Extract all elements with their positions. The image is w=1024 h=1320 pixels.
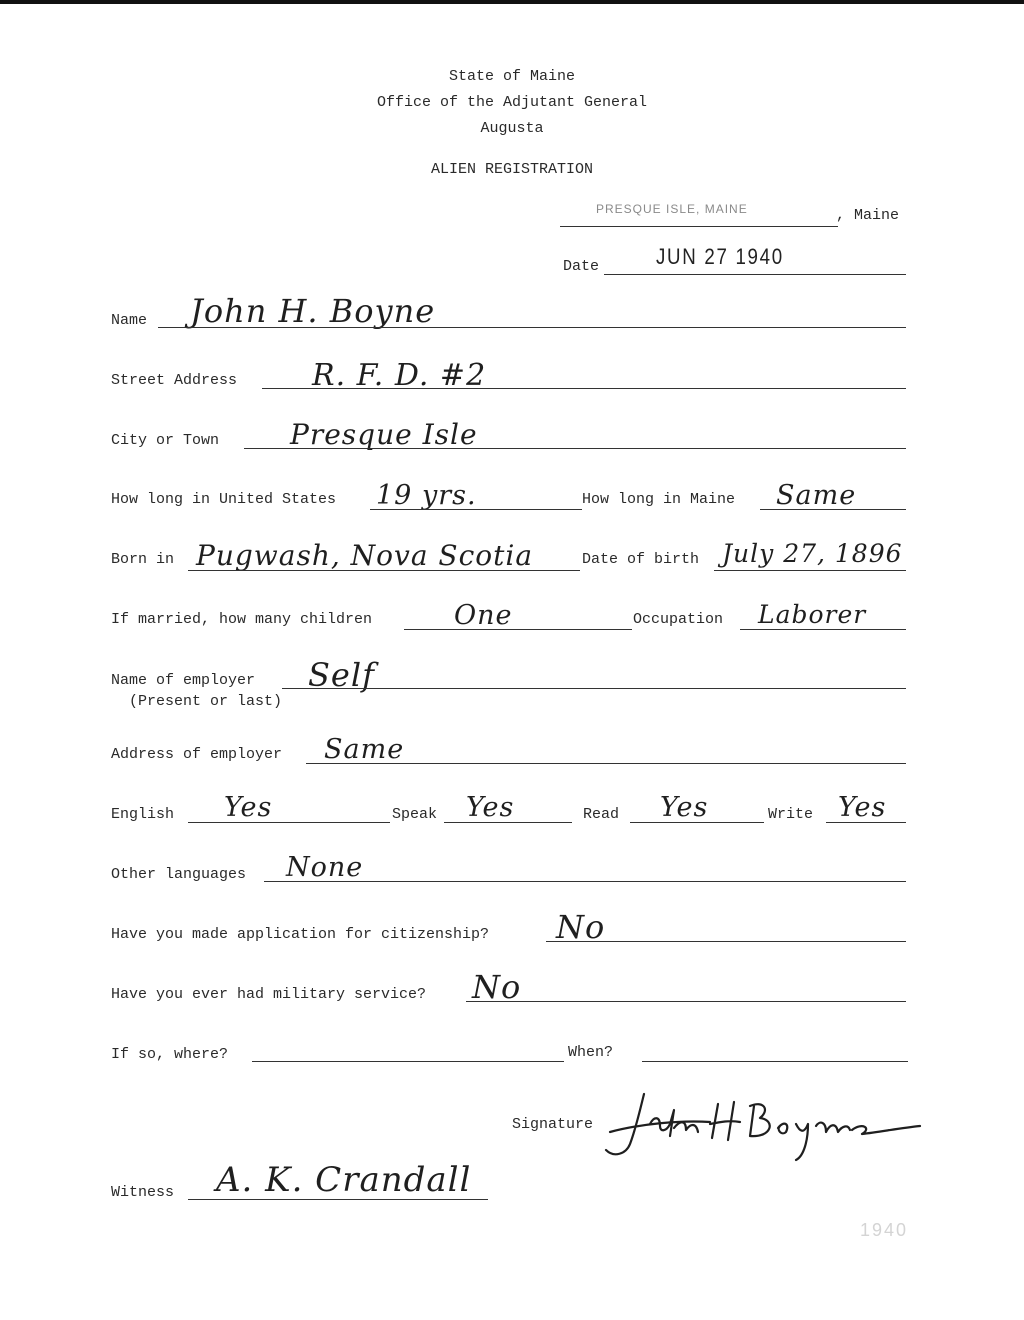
citizenship-label: Have you made application for citizenship?: [111, 926, 490, 943]
english-underline: [188, 822, 390, 823]
citizenship-underline: [546, 941, 906, 942]
write-value: Yes: [838, 792, 887, 823]
speak-underline: [444, 822, 572, 823]
witness-label: Witness: [111, 1184, 175, 1201]
write-label: Write: [768, 806, 814, 823]
other-languages-underline: [264, 881, 906, 882]
english-label: English: [111, 806, 175, 823]
employer-address-underline: [306, 763, 906, 764]
children-label: If married, how many children: [111, 611, 373, 628]
maine-duration-label: How long in Maine: [582, 491, 736, 508]
occupation-value: Laborer: [758, 600, 867, 629]
born-in-value: Pugwash, Nova Scotia: [196, 539, 534, 572]
city-underline: [244, 448, 906, 449]
signature-image: [600, 1080, 930, 1170]
header-city: Augusta: [480, 120, 544, 137]
witness-value: A. K. Crandall: [216, 1160, 472, 1200]
employer-label: Name of employer: [111, 672, 256, 689]
location-suffix: , Maine: [836, 207, 900, 224]
city-label: City or Town: [111, 432, 220, 449]
where-label: If so, where?: [111, 1046, 229, 1063]
us-duration-label: How long in United States: [111, 491, 337, 508]
speak-value: Yes: [466, 792, 515, 823]
citizenship-value: No: [556, 908, 606, 946]
write-underline: [826, 822, 906, 823]
other-languages-label: Other languages: [111, 866, 247, 883]
dob-label: Date of birth: [582, 551, 700, 568]
location-stamp: PRESQUE ISLE, MAINE: [596, 202, 748, 216]
maine-duration-underline: [760, 509, 906, 510]
english-value: Yes: [224, 792, 273, 823]
occupation-underline: [740, 629, 906, 630]
where-underline: [252, 1061, 564, 1062]
read-value: Yes: [660, 792, 709, 823]
street-label: Street Address: [111, 372, 238, 389]
name-value: John H. Boyne: [190, 292, 436, 330]
speak-label: Speak: [392, 806, 438, 823]
street-value: R. F. D. #2: [312, 358, 487, 393]
when-label: When?: [568, 1044, 614, 1061]
other-languages-value: None: [286, 852, 364, 883]
when-underline: [642, 1061, 908, 1062]
born-in-label: Born in: [111, 551, 175, 568]
military-label: Have you ever had military service?: [111, 986, 427, 1003]
children-underline: [404, 629, 632, 630]
children-value: One: [454, 600, 513, 631]
name-label: Name: [111, 312, 148, 329]
us-duration-value: 19 yrs.: [376, 480, 477, 511]
military-value: No: [472, 968, 522, 1006]
signature-underline: [604, 1132, 904, 1133]
header-state: State of Maine: [448, 68, 576, 85]
name-underline: [158, 327, 906, 328]
dob-value: July 27, 1896: [722, 539, 903, 568]
read-underline: [630, 822, 764, 823]
occupation-label: Occupation: [633, 611, 724, 628]
employer-address-label: Address of employer: [111, 746, 283, 763]
signature-label: Signature: [512, 1116, 594, 1133]
dob-underline: [714, 570, 906, 571]
top-border: [0, 0, 1024, 4]
date-stamp: JUN 27 1940: [656, 244, 784, 269]
received-stamp: 1940: [860, 1220, 909, 1240]
employer-value: Self: [308, 656, 375, 694]
born-in-underline: [188, 570, 580, 571]
date-label: Date: [563, 258, 600, 275]
location-underline: [560, 226, 838, 227]
employer-underline: [282, 688, 906, 689]
maine-duration-value: Same: [776, 480, 857, 511]
read-label: Read: [583, 806, 620, 823]
street-underline: [262, 388, 906, 389]
us-duration-underline: [370, 509, 582, 510]
header-office: Office of the Adjutant General: [376, 94, 648, 111]
employer-sublabel: (Present or last): [129, 693, 283, 710]
city-value: Presque Isle: [290, 418, 478, 451]
form-title: ALIEN REGISTRATION: [430, 161, 594, 178]
employer-address-value: Same: [324, 734, 405, 765]
date-underline: [604, 274, 906, 275]
military-underline: [466, 1001, 906, 1002]
witness-underline: [188, 1199, 488, 1200]
